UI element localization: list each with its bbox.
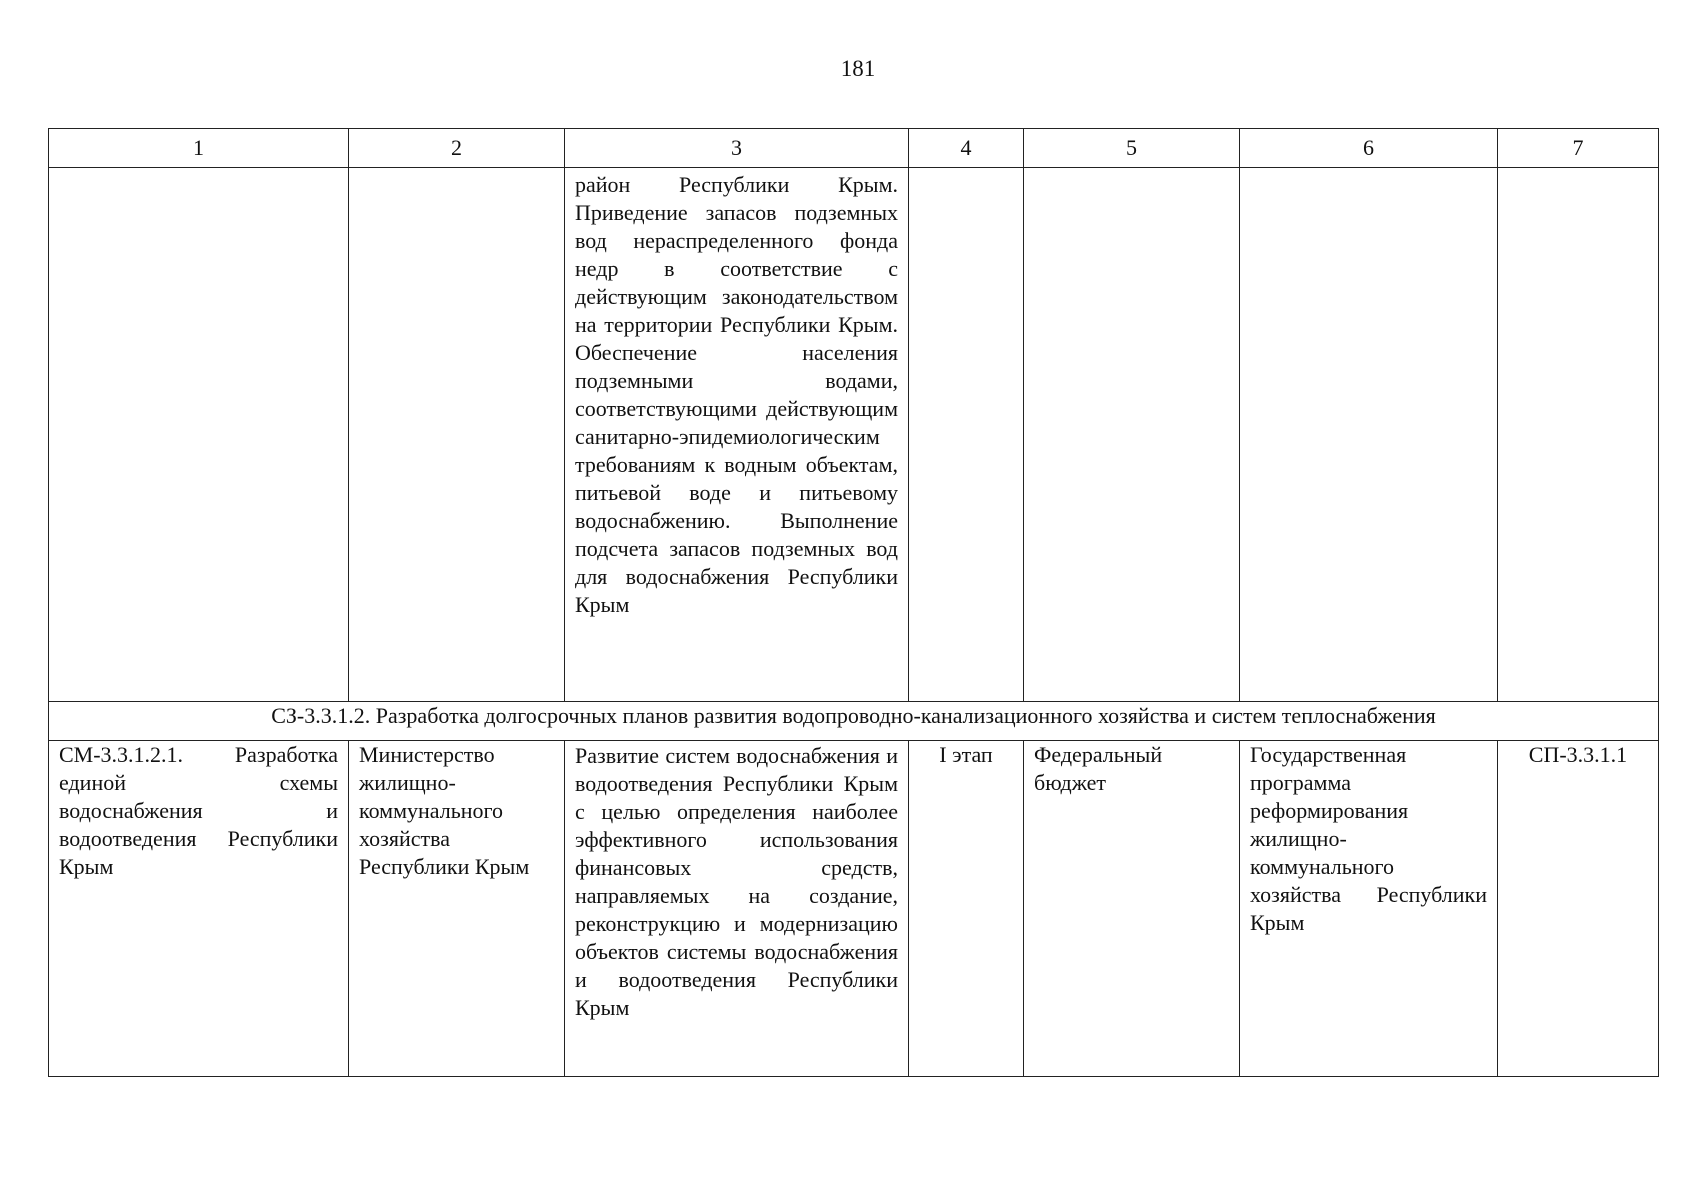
cell-col-7 xyxy=(1498,168,1659,702)
header-cell-4: 4 xyxy=(909,129,1024,168)
header-cell-6: 6 xyxy=(1240,129,1498,168)
section-row xyxy=(49,702,1659,741)
header-cell-1: 1 xyxy=(49,129,349,168)
description-cell: Развитие систем водоснабжения и водоотведения Республики Крым с целью определения наиболее эффективного использования финансовых средств, направляемых на создание, реконструкцию и модернизацию объектов системы водоснабжения и водоотведения Республики Крым xyxy=(565,741,909,1077)
table-row xyxy=(49,741,1659,1077)
code-cell: СП-3.3.1.1 xyxy=(1498,741,1659,1077)
header-row xyxy=(49,129,1659,168)
header-cell-5: 5 xyxy=(1024,129,1240,168)
responsible-cell: Министерство жилищно-коммунального хозяйства Республики Крым xyxy=(349,741,565,1077)
measures-table xyxy=(48,128,1659,1077)
header-cell-3: 3 xyxy=(565,129,909,168)
cell-col-6 xyxy=(1240,168,1498,702)
cell-col-2 xyxy=(349,168,565,702)
cell-col-1 xyxy=(49,168,349,702)
measure-name-cell: СМ-3.3.1.2.1. Разработка единой схемы водоснабжения и водоотведения Республики Крым xyxy=(49,741,349,1077)
cell-col-4 xyxy=(909,168,1024,702)
cell-col-5 xyxy=(1024,168,1240,702)
page-number: 181 xyxy=(840,56,876,81)
program-cell: Государственная программа реформирования жилищно-коммунального хозяйства Республики Крым xyxy=(1240,741,1498,1077)
cell-col-3: район Республики Крым. Приведение запасов подземных вод нераспределенного фонда недр в соответствие с действующим законодательством на территории Республики Крым. Обеспечение населения подземными водами, соответствующими действующим санитарно-эпидемиологическим требованиям к водным объектам, питьевой воде и питьевому водоснабжению. Выполнение подсчета запасов подземных вод для водоснабжения Республики Крым xyxy=(565,168,909,702)
funding-cell: Федеральный бюджет xyxy=(1024,741,1240,1077)
header-cell-2: 2 xyxy=(349,129,565,168)
section-title: СЗ-3.3.1.2. Разработка долгосрочных планов развития водопроводно-канализационного хозяйства и систем теплоснабжения xyxy=(49,702,1659,741)
header-cell-7: 7 xyxy=(1498,129,1659,168)
table-row xyxy=(49,168,1659,702)
stage-cell: I этап xyxy=(909,741,1024,1077)
